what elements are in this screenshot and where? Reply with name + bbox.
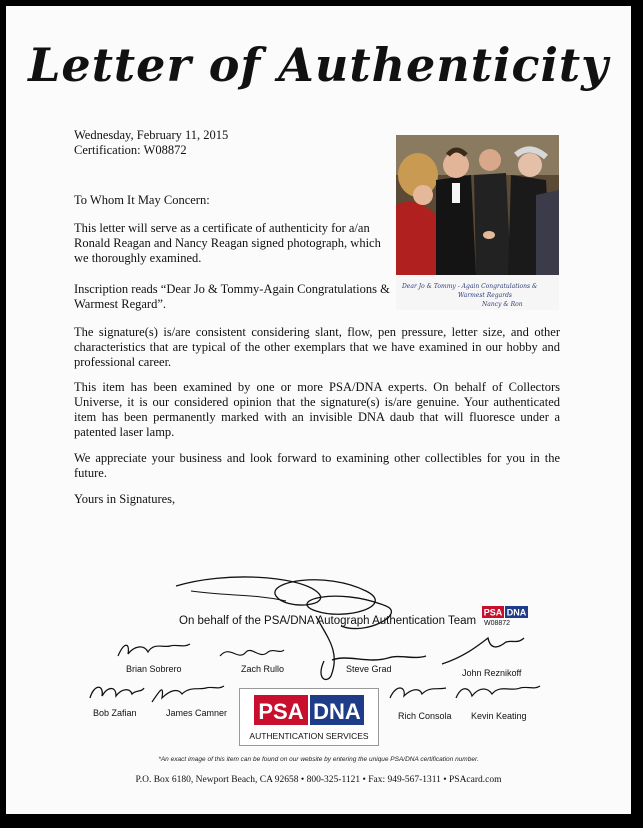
stamp-dna-text: DNA: [506, 607, 527, 618]
logo-dna-text: DNA: [313, 699, 361, 724]
logo-psa-text: PSA: [258, 699, 304, 724]
rich-signature-icon: [386, 680, 450, 706]
brian-signature-icon: [114, 638, 194, 664]
photo-inscription-line2: Warmest Regards: [458, 292, 513, 299]
photo-signature-line: Nancy & Ron: [482, 301, 523, 308]
signed-photograph: [396, 135, 559, 310]
stamp-cert-number: W08872: [484, 620, 511, 627]
letter-title: Letter of Authenticity: [28, 38, 609, 92]
letter-sheet: [6, 6, 631, 814]
signer-brian-sobrero: Brian Sobrero: [126, 664, 182, 674]
contact-footer: P.O. Box 6180, Newport Beach, CA 92658 • 800-325-1121 • Fax: 949-567-1311 • PSAcard.com: [135, 775, 502, 785]
photo-inscription-line1: Dear Jo & Tommy - Again Congratulations &: [402, 283, 538, 290]
psa-dna-authentication-logo: [239, 688, 379, 746]
photograph-image: [396, 135, 559, 310]
zach-signature-icon: [216, 642, 286, 666]
james-signature-icon: [146, 680, 226, 706]
signer-john-reznikoff: John Reznikoff: [462, 668, 522, 678]
john-signature-icon: [436, 634, 526, 668]
footnote: *An exact image of this item can be found on our website by entering the unique PSA/DNA certification number.: [158, 756, 479, 763]
signer-zach-rullo: Zach Rullo: [241, 664, 285, 674]
certification-number: Certification: W08872: [74, 143, 187, 157]
kevin-signature-icon: [452, 680, 542, 706]
team-heading: On behalf of the PSA/DNA Autograph Authentication Team: [179, 615, 477, 627]
examination-paragraph: This item has been examined by one or more PSA/DNA experts. On behalf of Collectors Universe, it is our considered opinion that the signature(s) is/are genuine. Your authenticated item has been permanently marked with an invisible DNA daub that will fluoresce under a patented laser lamp.: [74, 380, 560, 439]
psa-dna-stamp-logo: [482, 606, 528, 618]
logo-caption: AUTHENTICATION SERVICES: [249, 731, 369, 741]
signer-kevin-keating: Kevin Keating: [471, 711, 527, 721]
appreciation-paragraph: We appreciate your business and look forward to examining other collectibles for you in the future.: [74, 451, 560, 480]
bob-signature-icon: [86, 680, 146, 706]
closing: Yours in Signatures,: [74, 492, 176, 506]
salutation: To Whom It May Concern:: [74, 193, 210, 207]
signer-james-camner: James Camner: [166, 708, 228, 718]
consistency-paragraph: The signature(s) is/are consistent considering slant, flow, pen pressure, letter size, and other characteristics that are typical of the other exemplars that we have examined in our hobby and professional career.: [74, 325, 560, 369]
signer-steve-grad: Steve Grad: [346, 664, 392, 674]
authenticity-paragraph: This letter will serve as a certificate of authenticity for a/an Ronald Reagan and Nancy Reagan signed photograph, which we thoroughly examined.: [74, 221, 381, 265]
signer-rich-consola: Rich Consola: [398, 711, 452, 721]
signer-bob-zafian: Bob Zafian: [93, 708, 137, 718]
letter-date: Wednesday, February 11, 2015: [74, 128, 229, 142]
stamp-psa-text: PSA: [483, 607, 503, 618]
psa-dna-logo-icon: [240, 689, 378, 745]
inscription-paragraph: Inscription reads “Dear Jo & Tommy-Again Congratulations & Warmest Regard”.: [74, 282, 390, 311]
